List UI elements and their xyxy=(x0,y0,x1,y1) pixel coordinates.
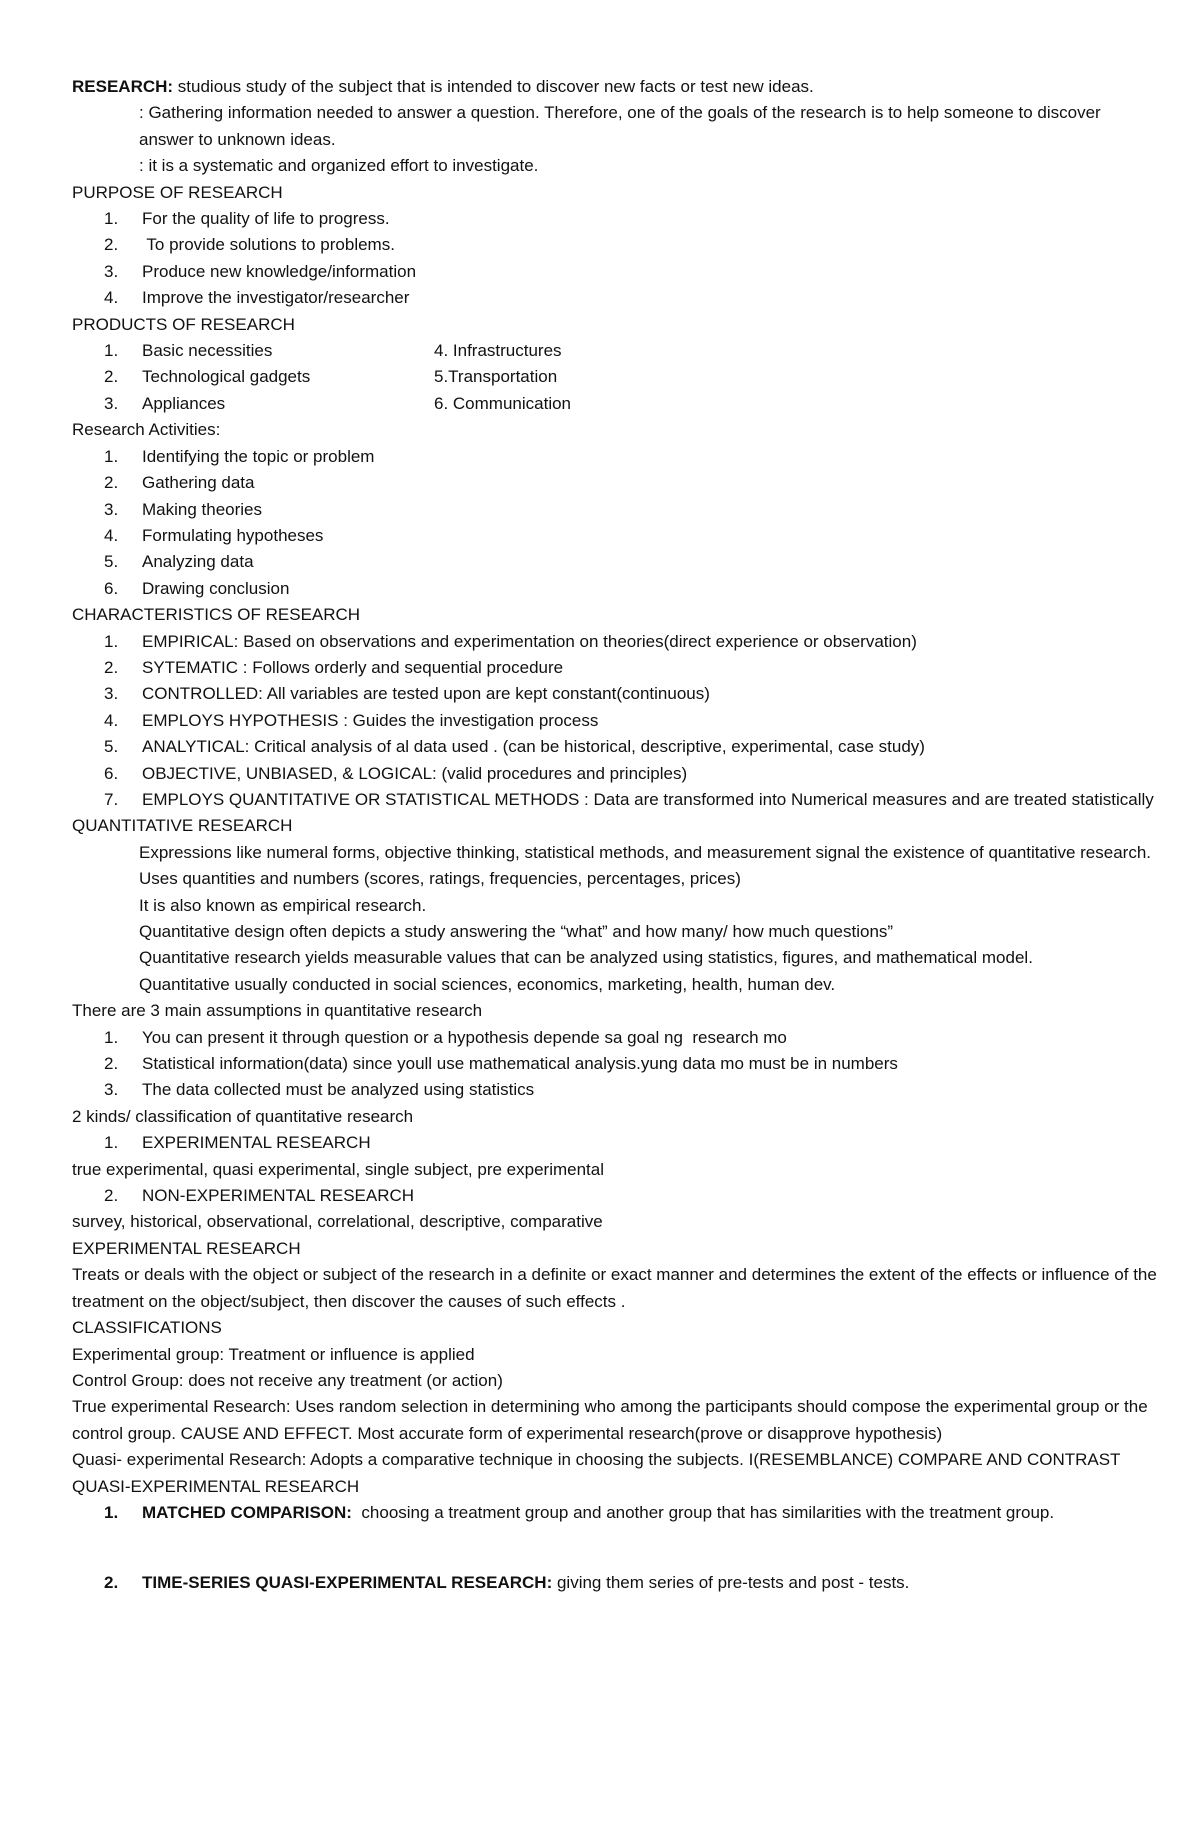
quantitative-heading: QUANTITATIVE RESEARCH xyxy=(72,816,293,836)
list-item: 3. CONTROLLED: All variables are tested upon are kept constant(continuous) xyxy=(104,684,710,704)
list-item: 1. EMPIRICAL: Based on observations and experimentation on theories(direct experience or observation) xyxy=(104,631,917,651)
experimental-text: Treats or deals with the object or subject of the research in a definite or exact manner and determines the extent of the effects or influence of the treatment on the object/subject, then discover the causes of such effects . xyxy=(72,1265,1157,1311)
list-item: 2. Statistical information(data) since youll use mathematical analysis.yung data mo must be in numbers xyxy=(104,1054,898,1074)
research-def-1: studious study of the subject that is intended to discover new facts or test new ideas. xyxy=(173,77,814,96)
purpose-heading: PURPOSE OF RESEARCH xyxy=(72,182,283,202)
list-item: 2. Technological gadgets 5.Transportation xyxy=(104,367,558,387)
list-item: 5. Analyzing data xyxy=(104,552,254,572)
list-item: 4. Formulating hypotheses xyxy=(104,525,324,545)
quasi-heading: QUASI-EXPERIMENTAL RESEARCH xyxy=(72,1476,360,1496)
list-item: 6. OBJECTIVE, UNBIASED, & LOGICAL: (valid procedures and principles) xyxy=(104,763,688,783)
list-item: 4. Improve the investigator/researcher xyxy=(104,288,410,308)
list-item: 1. You can present it through question or a hypothesis depende sa goal ng research mo xyxy=(104,1027,787,1047)
activities-list xyxy=(72,444,1160,602)
list-item: 1. Identifying the topic or problem xyxy=(104,446,375,466)
list-item: 1. MATCHED COMPARISON: choosing a treatment group and another group that has similarities with the treatment group. xyxy=(104,1502,1055,1522)
classifications-heading: CLASSIFICATIONS xyxy=(72,1318,222,1338)
list-item: 3. Appliances 6. Communication xyxy=(104,393,572,413)
list-item: 2. To provide solutions to problems. xyxy=(104,235,395,255)
list-item: 7. EMPLOYS QUANTITATIVE OR STATISTICAL METHODS : Data are transformed into Numerical measures and are treated statistically xyxy=(104,789,1154,809)
kinds-heading: 2 kinds/ classification of quantitative research xyxy=(72,1106,414,1126)
characteristics-heading: CHARACTERISTICS OF RESEARCH xyxy=(72,605,361,625)
research-definition xyxy=(72,74,1160,100)
list-item: 1. Basic necessities 4. Infrastructures xyxy=(104,341,562,361)
classification-line: True experimental Research: Uses random selection in determining who among the participants should compose the experimental group or the control group. CAUSE AND EFFECT. Most accurate form of experimental research(prove or disapprove hypothesis) xyxy=(72,1397,1148,1443)
list-item: 2. SYTEMATIC : Follows orderly and sequential procedure xyxy=(104,657,564,677)
list-item: 3. The data collected must be analyzed using statistics xyxy=(104,1080,535,1100)
experimental-types: true experimental, quasi experimental, single subject, pre experimental xyxy=(72,1159,604,1179)
research-term: RESEARCH: xyxy=(72,77,174,96)
list-item: 3. Produce new knowledge/information xyxy=(104,261,417,281)
research-def-3: : it is a systematic and organized effort to investigate. xyxy=(139,156,539,176)
list-item: 1. EXPERIMENTAL RESEARCH xyxy=(104,1133,371,1153)
list-item: 2. TIME-SERIES QUASI-EXPERIMENTAL RESEARCH: giving them series of pre-tests and post - tests. xyxy=(104,1573,910,1593)
classification-line: Quasi- experimental Research: Adopts a comparative technique in choosing the subjects. I(RESEMBLANCE) COMPARE AND CONTRAST xyxy=(72,1450,1121,1470)
list-item: 3. Making theories xyxy=(104,499,263,519)
spacer xyxy=(72,1526,1160,1570)
time-series-term: TIME-SERIES QUASI-EXPERIMENTAL RESEARCH: xyxy=(142,1573,553,1593)
purpose-list xyxy=(72,206,1160,312)
quantitative-line: It is also known as empirical research. xyxy=(139,895,427,915)
quantitative-line: Quantitative usually conducted in social sciences, economics, marketing, health, human dev. xyxy=(139,974,836,994)
assumptions-list xyxy=(72,1025,1160,1104)
list-item: 4. EMPLOYS HYPOTHESIS : Guides the investigation process xyxy=(104,710,599,730)
non-experimental-types: survey, historical, observational, correlational, descriptive, comparative xyxy=(72,1212,603,1232)
matched-comparison-text: choosing a treatment group and another group that has similarities with the treatment group. xyxy=(351,1502,1055,1522)
list-item: 5. ANALYTICAL: Critical analysis of al data used . (can be historical, descriptive, experimental, case study) xyxy=(104,737,925,757)
list-item: 2. NON-EXPERIMENTAL RESEARCH xyxy=(104,1186,415,1206)
products-list xyxy=(72,338,1160,417)
quantitative-line: Uses quantities and numbers (scores, ratings, frequencies, percentages, prices) xyxy=(139,869,741,889)
activities-heading: Research Activities: xyxy=(72,420,221,440)
assumptions-heading: There are 3 main assumptions in quantitative research xyxy=(72,1001,483,1021)
research-def-2: : Gathering information needed to answer a question. Therefore, one of the goals of the research is to help someone to discover answer to unknown ideas. xyxy=(139,103,1101,149)
list-item: 1. For the quality of life to progress. xyxy=(104,209,390,229)
quantitative-line: Quantitative design often depicts a study answering the “what” and how many/ how much questions” xyxy=(139,922,894,941)
list-item: 2. Gathering data xyxy=(104,473,255,493)
quantitative-line: Quantitative research yields measurable values that can be analyzed using statistics, figures, and mathematical model. xyxy=(139,948,1033,968)
classification-line: Control Group: does not receive any treatment (or action) xyxy=(72,1370,503,1390)
products-heading: PRODUCTS OF RESEARCH xyxy=(72,314,295,334)
matched-comparison-term: MATCHED COMPARISON: xyxy=(142,1502,352,1522)
time-series-text: giving them series of pre-tests and post - tests. xyxy=(552,1573,910,1593)
list-item: 6. Drawing conclusion xyxy=(104,578,290,598)
experimental-heading: EXPERIMENTAL RESEARCH xyxy=(72,1238,301,1258)
characteristics-list xyxy=(72,629,1160,814)
classification-line: Experimental group: Treatment or influence is applied xyxy=(72,1344,475,1364)
quantitative-line: Expressions like numeral forms, objective thinking, statistical methods, and measurement signal the existence of quantitative research. xyxy=(139,842,1151,862)
